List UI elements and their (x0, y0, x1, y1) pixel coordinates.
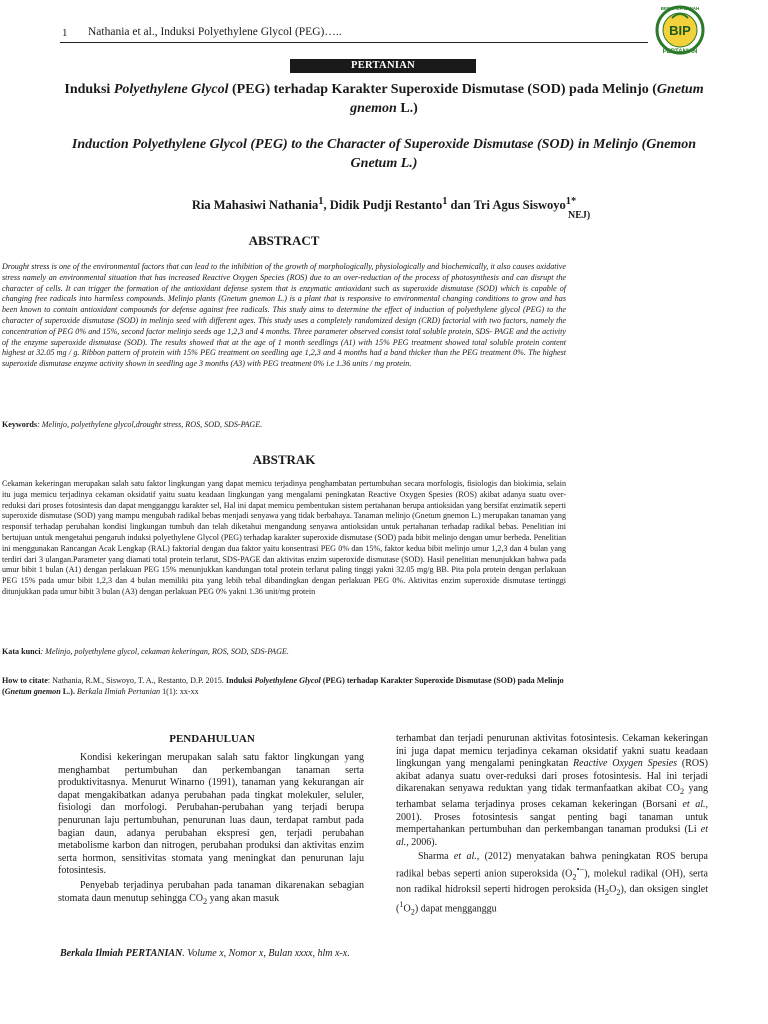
abstrak-heading: ABSTRAK (252, 452, 316, 467)
body-column-right (396, 733, 708, 921)
body-column-left (58, 752, 364, 910)
title-indonesian: Induksi Polyethylene Glycol (PEG) terhadap Karakter Superoxide Dismutase (SOD) pada Melinjo (Gnetum gnemon L.) (64, 82, 704, 116)
paragraph: terhambat dan terjadi penurunan aktivitas fotosintesis. Cekaman kekeringan ini juga dapat memicu terjadinya cekaman oksidatif yakni suatu keadaan lingkungan yang mengalami peningkatan Reactive Oxygen Spesies (ROS) akibat adanya suatu over-reduksi dari proses fotosintesis. Hal ini terjadi dikarenakan senyawa reduktan yang tidak termanfaatkan akibat $CO_2$ yang terhambat selama terjadinya proses cekaman kekeringan (Borsani et al., 2001). Proses fotosintesis sangat penting bagi tanaman untuk mempertahankan pertumbuhan dan perkembangan tanaman produksi (Li et al., 2006). (396, 733, 709, 848)
paragraph: Kondisi kekeringan merupakan salah satu faktor lingkungan yang menghambat pertumbuhan dan perkembangan tanaman serta produktivitasnya. Menurut Winarno (1991), tanaman yang kekurangan air dapat mengakibatkan adanya perubahan pada tingkat molekuler, seluler, fisiologi dan morfologi. Perubahan-perubahan yang terjadi berupa penurunan laju pertumbuhan, penurunan luas daun, terdapat rambut pada bagian daun, adanya perubahan ekspresi gen, terjadi perubahan metabolisme karbon dan nitrogen, perubahan produksi dan aktivitas enzim serta hormon, sensitivitas stomata yang meningkat dan penurunan laju fotosintesis. (58, 752, 364, 877)
running-title: Nathania et al., Induksi Polyethylene Glycol (PEG)….. (88, 26, 342, 38)
pendahuluan-heading: PENDAHULUAN (169, 733, 255, 745)
journal-logo (650, 4, 710, 56)
logo-top-text: BERKALA ILMIAH (660, 6, 700, 11)
abstrak-body: Cekaman kekeringan merupakan salah satu faktor lingkungan yang dapat memicu terjadinya penghambatan pertumbuhan secara morfologis, fisiologis dan biokimia, selain itu juga memicu terjadinya cekaman oksidatif yaitu suatu keadaan lingkungan yang mengalami peningkatan Reactive Oxygen Spesies (ROS) akibat adanya suatu over-reduksi dari proses fotosintesis dan dapat mengganggu karakter sel, Hal ini dapat memicu pembentukan sistem pertahanan berupa antioksidan yang bersifat enzimatik seperti superoxide dismutase (SOD) yang mampu mengubah radikal bebas menjadi senyawa yang tidak berbahaya. Tanaman melinjo (Gnetum gnemon L.) merupakan tanaman yang responsif terhadap perubahan kondisi lingkungan tumbuh dan telah diketahui mengandung senyawa antioksidan untuk pertahanan terhadap radikal bebas. Penelitian ini bertujuan untuk mengetahui pengaruh induksi polyethylene Glycol (PEG) terhadap karakter superoxide dismutase (SOD) pada bibit melinjo dengan umur berbeda. Penelitian ini menggunakan Rancangan Acak Lengkap (RAL) faktorial dengan dua faktor yaitu konsentrasi PEG 0% dan 15%, faktor kedua bibit melinjo umur 1,2,3 dan 4 bulan yang terdiri dari 3 ulangan.Parameter yang diamati total protein terlarut, SDS-PAGE dan aktivitas enzim superoxide dismutase (SOD). Hasil penelitian menunjukkan bahwa pada umur bibit 1 bulan (A1) dengan perlakuan PEG 15% menunjukkan kandungan total protein terlarut paling tinggi yakni 32.05 mg/g BB. Pita pola protein dengan perlakuan PEG 15% pada umur bibit 1,2,3 dan 4 bulan memiliki pita yang lebih tebal dibandingkan dengan perlakuan PEG 0%. Aktivitas enzim superoxide dismutase tertinggi ditunjukkan pada umur bibit 3 bulan (A3) dengan perlakuan PEG 0% yakni 1.36 unit/mg protein (2, 479, 566, 596)
keywords-id: Kata kunci: Melinjo, polyethylene glycol, cekaman kekeringan, ROS, SOD, SDS-PAGE. (2, 647, 289, 656)
paragraph: Penyebab terjadinya perubahan pada tanaman dikarenakan sebagian stomata daun menutup sehingga $CO_2$ yang akan masuk (58, 879, 364, 906)
author-list: Ria Mahasiwi Nathania$^1$, Didik Pudji Restanto$^1$ dan Tri Agus Siswoyo$^{1*}$ (191, 196, 577, 213)
keywords-en: Keywords: Melinjo, polyethylene glycol,drought stress, ROS, SOD, SDS-PAGE. (2, 420, 263, 429)
abstract-heading: ABSTRACT (248, 233, 320, 248)
section-tag: PERTANIAN (290, 59, 476, 73)
title-english: Induction Polyethylene Glycol (PEG) to the Character of Superoxide Dismutase (SOD) in Melinjo (Gnemon Gnetum L.) (71, 137, 697, 171)
author-affiliation-fragment: NEJ) (568, 210, 591, 221)
paragraph: Sharma et al., (2012) menyatakan bahwa peningkatan ROS berupa radikal bebas seperti anion superoksida $(O_2^{•-})$, molekul radikal (OH), serta non radikal hidroksil seperti hidrogen peroksida $(H_2O_2)$, dan oksigen singlet $(^1O_2)$ dapat mengganggu (396, 851, 709, 917)
how-to-cite: How to citate: Nathania, R.M., Siswoyo, T. A., Restanto, D.P. 2015. Induksi Polyethylene Glycol (PEG) terhadap Karakter Superoxide Dismutase (SOD) pada Melinjo (Gnetum gnemon L.). Berkala Ilmiah Pertanian 1(1): xx-xx (2, 676, 564, 696)
page-number: 1 (62, 27, 68, 39)
header-rule (60, 42, 648, 43)
logo-bottom-text: PERTANIAN (662, 49, 698, 55)
page-footer: Berkala Ilmiah PERTANIAN. Volume x, Nomor x, Bulan xxxx, hlm x-x. (60, 948, 350, 959)
logo-center-text: BIP (669, 23, 691, 38)
abstract-body: Drought stress is one of the environmental factors that can lead to the inhibition of the growth of morphologically, physiologically and biochemically, it also causes oxidative stress namely an environmental situation that has increased Reactive Oxygen Species (ROS) due to an over-reduction of the process of photosynthesis and can disrupt the character of cells. It can trigger the formation of the antioxidant defense system that is enzymatic antioxidant such as superoxide dismutase (SOD) which is capable of changing free radicals into harmless compounds. Melinjo plants (Gnetum gnemon L.) is a plant that is responsive to environmental changing conditions to grow and has been known to contain antioxidant compounds for defense against free radicals. This study aims to determine the effect of induction of polyethylene glycol (PEG) to the character of superoxide dismutase (SOD) in melinjo seed with different ages. This study uses a completely randomized design (CRD) factorial with two factors, namely the concentration of PEG 0% and 15%, second factor melinjo seeds age 1,2,3 and 4 months. Three parameter observed consist total soluble protein, SDS- PAGE and the activity of the enzyme superoxide dismutase (SOD). The results showed that at the age of 1 month seedlings (A1) with 15% PEG treatment showed total soluble protein content highest at 32.05 mg / g. Ribbon pattern of protein with 15% PEG treatment on seedling age 1,2,3 and 4 months had a band thicker than the PEG treatment 0%. The highest superoxide dismutase enzyme activity shown in seedling age 3 months (A3) with PEG treatment 0% i.e 1.36 units / mg protein. (2, 262, 566, 369)
